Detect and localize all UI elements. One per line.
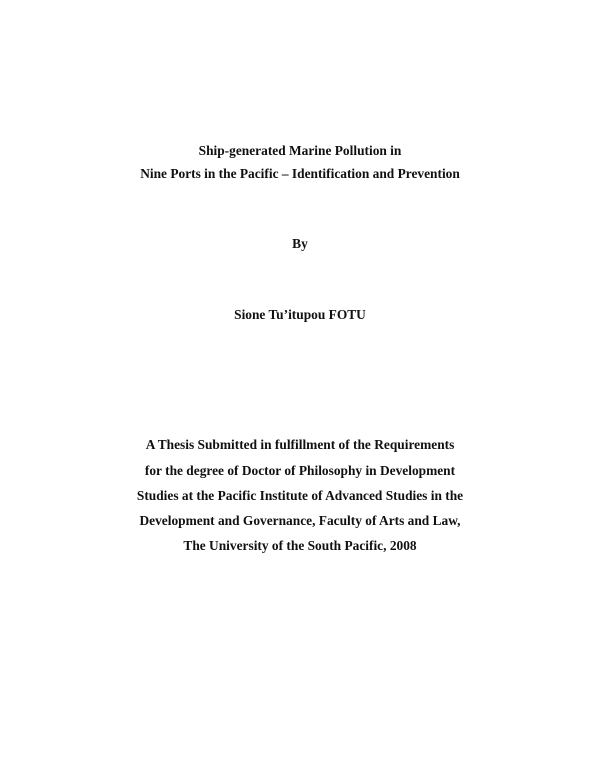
submission-statement-line-5: The University of the South Pacific, 2008 [183, 538, 417, 553]
submission-statement-line-3: Studies at the Pacific Institute of Advanced Studies in the [136, 488, 464, 503]
submission-statement-line-1: A Thesis Submitted in fulfillment of the Requirements [145, 437, 455, 452]
thesis-title-line-2: Nine Ports in the Pacific – Identification and Prevention [140, 166, 460, 181]
author-name: Sione Tu’itupou FOTU [234, 307, 366, 322]
submission-statement-line-2: for the degree of Doctor of Philosophy in Development [144, 463, 456, 478]
thesis-title-line-1: Ship-generated Marine Pollution in [198, 143, 402, 158]
submission-statement-line-4: Development and Governance, Faculty of Arts and Law, [139, 513, 461, 528]
by-label: By [292, 236, 308, 251]
